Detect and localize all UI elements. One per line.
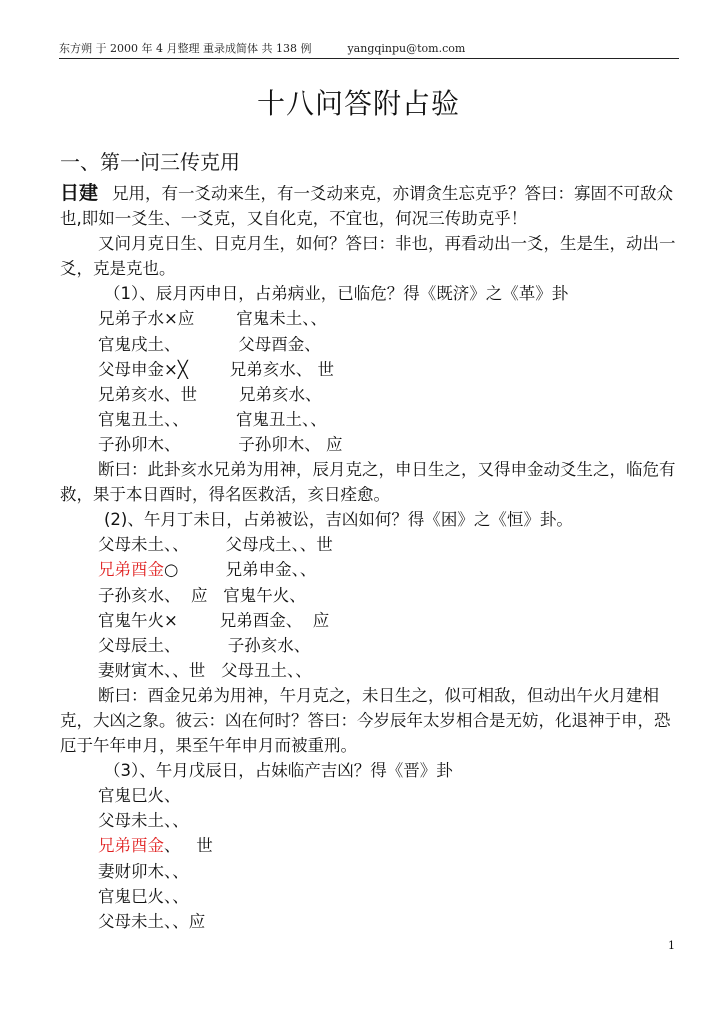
case-judgment: 断曰：此卦亥水兄弟为用神，辰月克之，申日生之，又得申金动爻生之，临危有救，果于本日酉时，得名医救活，亥日痊愈。 [60,460,676,505]
case-heading: （3）、午月戊辰日，占妹临产吉凶？得《晋》卦 [104,761,453,781]
hexagram-line: 官鬼丑土、、 官鬼丑土、、 [98,409,327,429]
hexagram-line: 子孙亥水、 应 官鬼午火、 [98,585,306,605]
hexagram-line: 兄弟亥水、世 兄弟亥水、 [98,384,322,404]
page-number: 1 [668,939,675,952]
case-judgment: 断曰：酉金兄弟为用神，午月克之，未日生之，似可相敌，但动出午火月建相克，大凶之象。彼云：凶在何时？答曰：今岁辰年太岁相合是无妨，化退神于申，恐厄于午年申月，果至午年申月而被重刑。 [60,685,671,756]
hexagram-line: 官鬼戌土、 父母酉金、 [98,334,321,354]
hexagram-line: 父母未土、、 父母戌土、、世 [98,535,333,555]
hexagram-line: 子孙卯木、 子孙卯木、 应 [98,434,343,454]
hexagram-line-rest: ○ 兄弟申金、、 [164,560,317,580]
hexagram-line: 妻财寅木、、世 父母丑土、、 [98,660,312,680]
intro-lead: 日建 [60,182,99,204]
hexagram-line: 官鬼午火× 兄弟酉金、 应 [98,610,330,630]
page-title: 十八问答附占验 [256,87,460,120]
case-heading: （1）、辰月丙申日，占弟病业，已临危？得《既济》之《革》卦 [104,284,569,304]
intro-paragraph [60,181,682,231]
hexagram-line [60,557,682,582]
hexagram-line: 官鬼巳火、 [98,786,181,806]
hexagram-line [60,833,682,858]
section-heading: 一、第一问三传克用 [60,150,240,174]
hexagram-line-rest: 、 世 [164,836,213,856]
highlighted-yong-shen: 兄弟酉金 [98,560,164,580]
document-body [60,181,682,934]
header-text: 东方朔 于 2000 年 4 月整理 重录成简体 共 138 例 [59,42,312,55]
hexagram-line: 兄弟子水×应 官鬼未土、、 [98,309,328,329]
page-header [59,40,679,59]
intro-followup: 又问月克日生、日克月生，如何？答曰：非也，再看动出一爻，生是生，动出一爻，克是克也。 [60,234,676,279]
hexagram-line: 官鬼巳火、、 [98,886,189,906]
header-email: yangqinpu@tom.com [347,42,466,55]
hexagram-line: 父母未土、、应 [98,911,206,931]
hexagram-line: 父母辰土、 子孙亥水、 [98,635,311,655]
hexagram-line: 父母申金×╳ 兄弟亥水、 世 [98,359,334,379]
hexagram-line: 妻财卯木、、 [98,861,189,881]
case-heading: (2)、午月丁未日，占弟被讼，吉凶如何？得《困》之《恒》卦。 [104,510,573,530]
intro-text: 兄用，有一爻动来生，有一爻动来克，亦谓贪生忘克乎？答曰：寡固不可敌众也,即如一爻生、一爻克，又自化克，不宜也，何况三传助克乎！ [60,184,674,229]
highlighted-yong-shen: 兄弟酉金 [98,836,164,856]
hexagram-line: 父母未土、、 [98,811,189,831]
